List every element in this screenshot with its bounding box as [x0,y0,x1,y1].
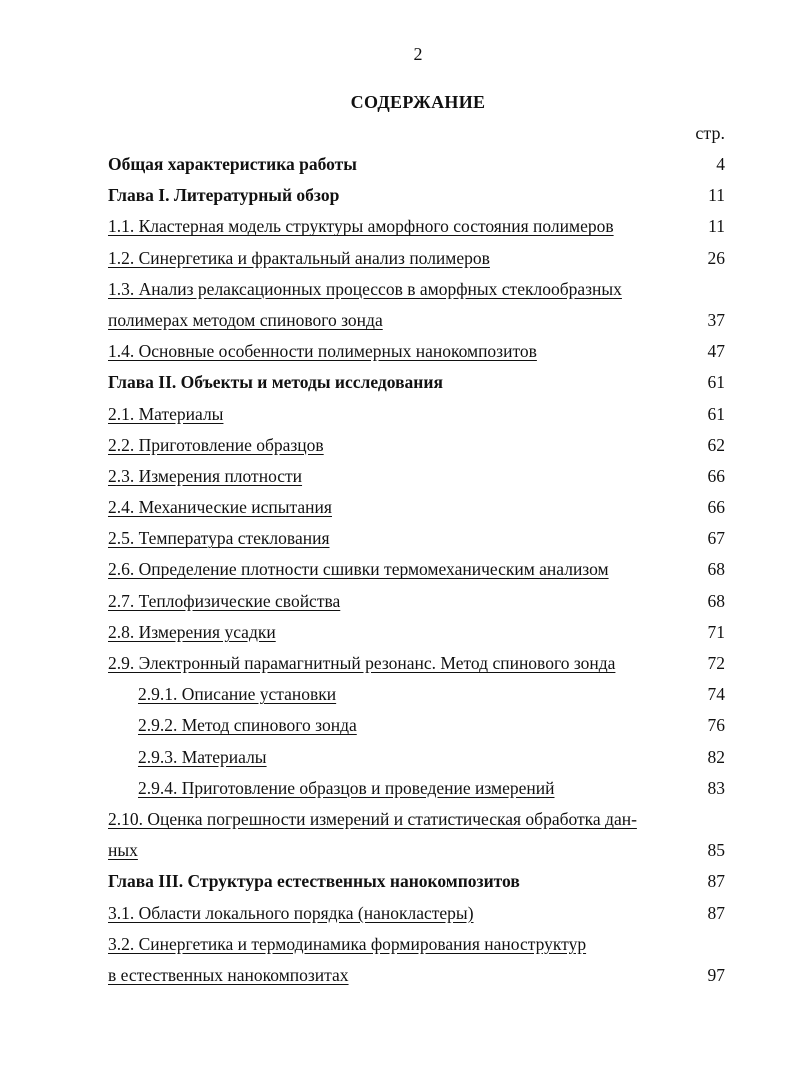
toc-entry[interactable] [108,399,725,430]
toc-entry[interactable] [108,804,725,835]
pages-column-label: стр. [695,123,725,143]
toc-entry-title[interactable]: полимерах методом спинового зонда [108,309,383,330]
toc-entry-page: 97 [707,964,725,985]
toc-entry[interactable] [108,648,725,679]
toc-entry[interactable] [108,336,725,367]
toc-entry-title[interactable]: 3.2. Синергетика и термодинамика формирования наноструктур [108,933,587,954]
toc-entry-page: 61 [707,403,725,424]
toc-entry[interactable] [108,586,725,617]
toc-entry-page: 67 [707,528,725,549]
page-number: 2 [413,44,423,64]
toc-entry[interactable] [108,929,725,960]
toc-entry[interactable] [108,898,725,929]
toc-entry[interactable] [108,523,725,554]
toc-entry[interactable] [108,835,725,866]
toc-entry-title[interactable]: 2.4. Механические испытания [108,497,332,518]
toc-entry-title[interactable]: 1.1. Кластерная модель структуры аморфного состояния полимеров [108,216,614,237]
toc-entry-page: 68 [707,559,725,580]
toc-entry-page: 83 [707,777,725,798]
toc-entry [108,149,725,180]
toc-entry-page: 4 [716,154,725,174]
toc-entry[interactable] [108,679,725,710]
toc-entry-page: 66 [707,465,725,486]
toc-entry-title[interactable]: 2.7. Теплофизические свойства [108,590,341,611]
toc-entry-page: 62 [707,434,725,455]
toc-entry-title: Глава I. Литературный обзор [108,185,340,206]
toc-entry-page: 72 [707,653,725,673]
toc-entry-title[interactable]: 2.9.2. Метод спинового зонда [138,715,357,736]
toc-entry-title: Глава III. Структура естественных нанокомпозитов [108,871,520,892]
toc-entry [108,367,725,398]
toc-entry[interactable] [108,430,725,461]
toc-entry-page: 11 [708,216,725,237]
toc-entry[interactable] [108,742,725,773]
toc-entry-page: 87 [707,871,725,892]
toc-entry-title[interactable]: в естественных нанокомпозитах [108,964,349,985]
toc-entry-page: 68 [707,590,725,611]
toc-entry-title[interactable]: 2.9.4. Приготовление образцов и проведение измерений [138,777,555,798]
toc-entry-title[interactable]: 2.3. Измерения плотности [108,465,303,486]
toc-entry[interactable] [108,617,725,648]
toc-entry-title[interactable]: 2.6. Определение плотности сшивки термомеханическим анализом [108,559,609,580]
toc-entry-page: 71 [707,621,725,642]
toc-entry[interactable] [108,710,725,741]
page-title: СОДЕРЖАНИЕ [350,92,486,112]
toc-entry[interactable] [108,773,725,804]
toc-entry[interactable] [108,492,725,523]
toc-entry-page: 87 [707,902,725,923]
toc-entry-title[interactable]: 2.5. Температура стеклования [108,528,330,549]
toc-entry-title: Общая характеристика работы [108,154,357,174]
toc-entry[interactable] [108,960,725,991]
toc-entry-page: 76 [707,715,725,736]
toc-entry-page: 66 [707,497,725,518]
toc-entry-title[interactable]: 2.9.3. Материалы [138,746,267,767]
toc-entry-title[interactable]: 2.10. Оценка погрешности измерений и статистическая обработка дан- [108,808,637,829]
toc-entry-title[interactable]: 1.4. Основные особенности полимерных нанокомпозитов [108,341,537,362]
toc-entry-title[interactable]: 1.2. Синергетика и фрактальный анализ полимеров [108,247,490,268]
toc-entry-page: 26 [707,247,725,268]
toc-entry-title[interactable]: 2.2. Приготовление образцов [108,434,324,455]
toc-entry-page: 74 [707,684,725,705]
toc-entry[interactable] [108,554,725,585]
toc-entry-title[interactable]: 2.8. Измерения усадки [108,621,276,642]
toc-entry-title[interactable]: 2.9. Электронный парамагнитный резонанс. Метод спинового зонда [108,653,616,673]
toc-entry-title[interactable]: ных [108,840,138,861]
toc-entry-title: Глава II. Объекты и методы исследования [108,372,443,393]
toc-entry-title[interactable]: 2.9.1. Описание установки [138,684,337,705]
toc-entry[interactable] [108,211,725,242]
toc-entry[interactable] [108,461,725,492]
toc-entry[interactable] [108,305,725,336]
toc-entry[interactable] [108,274,725,305]
table-of-contents [108,149,725,991]
toc-entry [108,180,725,211]
toc-entry-title[interactable]: 1.3. Анализ релаксационных процессов в аморфных стеклообразных [108,278,622,299]
toc-entry-title[interactable]: 2.1. Материалы [108,403,224,424]
toc-entry-page: 61 [707,372,725,393]
toc-entry-page: 82 [707,746,725,767]
toc-entry-page: 11 [708,185,725,206]
toc-entry-page: 37 [707,309,725,330]
toc-entry [108,866,725,897]
toc-entry-page: 85 [707,840,725,861]
toc-entry-page: 47 [707,341,725,362]
toc-entry[interactable] [108,243,725,274]
toc-entry-title[interactable]: 3.1. Области локального порядка (нанокластеры) [108,902,474,923]
